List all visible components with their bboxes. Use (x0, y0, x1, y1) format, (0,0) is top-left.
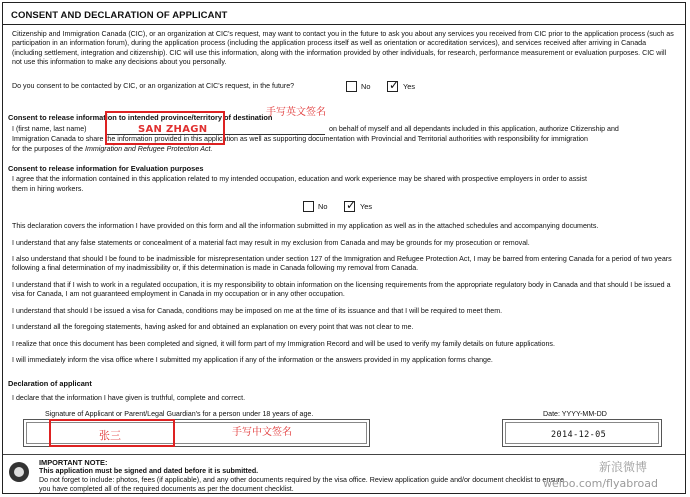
evaluation-line2: them in hiring workers. (12, 185, 84, 193)
signature-label: Signature of Applicant or Parent/Legal Guardian's for a person under 18 years of age. (45, 410, 314, 418)
note-line1: This application must be signed and dated before it is submitted. (39, 467, 259, 475)
note-line2: Do not forget to include: photos, fees (if applicable), and any other documents required by the visa office. Review application guide and/or document checklist to ensure (39, 476, 565, 484)
contact-no-label: No (361, 82, 371, 91)
statement-understand: I understand all the foregoing statements, having asked for and obtained an explanation on every point that was not clear to me. (12, 323, 414, 331)
english-signature-value: SAN ZHAGN (138, 124, 208, 135)
destination-line3: for the purposes of the Immigration and Refugee Protection Act. (12, 145, 213, 153)
statement-record: I realize that once this document has been completed and signed, it will form part of my Immigration Record and will be used to verify my family details on future applications. (12, 340, 555, 348)
evaluation-yes-checkbox[interactable] (344, 198, 357, 212)
date-value: 2014-12-05 (551, 430, 607, 440)
statement-inform: I will immediately inform the visa office where I submitted my application if any of the information or the answers provided in my application forms change. (12, 356, 493, 364)
note-title: IMPORTANT NOTE: (39, 458, 108, 467)
checkmark-icon: ✓ (346, 198, 357, 212)
divider (3, 454, 685, 455)
english-signature-annotation: 手写英文签名 (266, 107, 326, 118)
consent-declaration-form (2, 2, 686, 494)
contact-yes-checkbox[interactable] (387, 78, 400, 92)
statement-conditions: I understand that should I be issued a visa for Canada, conditions may be imposed on me at the time of its issuance and that I will be required to meet them. (12, 307, 503, 315)
watermark-url: weibo.com/flyabroad (543, 477, 658, 490)
contact-no-checkbox[interactable] (346, 81, 357, 92)
evaluation-no-label: No (318, 202, 328, 211)
divider (3, 24, 685, 25)
chinese-signature-annotation: 手写中文签名 (232, 427, 292, 438)
contact-yes-label: Yes (403, 82, 416, 91)
declaration-text: I declare that the information I have given is truthful, complete and correct. (12, 394, 246, 402)
release-evaluation-heading: Consent to release information for Evaluation purposes (8, 164, 204, 173)
destination-line2: Immigration Canada to share the information provided in this application as well as supporting documentation with Provincial and Territorial authorities with responsibility for immigration (12, 135, 588, 143)
warning-icon (9, 462, 29, 482)
date-label: Date: YYYY-MM-DD (543, 410, 607, 418)
evaluation-line1: I agree that the information contained in this application related to my intended occupation, education and work experience may be shared with prospective employers in order to assist (12, 175, 587, 183)
watermark-weibo: 新浪微博 (599, 460, 648, 474)
declaration-heading: Declaration of applicant (8, 379, 92, 388)
statement-regulated-occupation: I understand that if I wish to work in a regulated occupation, it is my responsibility to obtain information on the licensing requirements from the appropriate regulatory body in Canada and that should I be issued a visa for Canada, I am not guaranteed employment in Canada in my occupation or in any other occupation. (12, 281, 671, 299)
name-label: I (first name, last name) (12, 125, 87, 133)
note-line3: you have completed all of the required documents as per the document checklist. (39, 485, 294, 493)
statement-false-statements: I understand that any false statements or concealment of a material fact may result in my exclusion from Canada and may be grounds for my prosecution or removal. (12, 239, 530, 247)
statement-inadmissible: I also understand that should I be found to be inadmissible for misrepresentation under section 127 of the Immigration and Refugee Protection Act, I may be barred from entering Canada for a period of two years following a final determination of my inadmissibility or, if this determination is made in Canada following my removal from Canada. (12, 255, 672, 273)
form-title: CONSENT AND DECLARATION OF APPLICANT (11, 10, 228, 21)
intro-paragraph: Citizenship and Immigration Canada (CIC), or an organization at CIC's request, may want to contact you in the future to ask you about any services you received from CIC prior to the application process (such as participation in an information forum), during the application process (including the application process itself as well as orientation or accreditation services), and services received after arriving in Canada (including settlement, integration and citizenship). CIC will use this information, along with the information provided by other individuals, for research, performance measurement or evaluation purposes. CIC will not use this information to make any decisions about you personally. (12, 30, 674, 67)
destination-line1: on behalf of myself and all dependants included in this application, authorize Citizenship and (329, 125, 619, 133)
contact-question: Do you consent to be contacted by CIC, or an organization at CIC's request, in the future? (12, 82, 295, 90)
evaluation-no-checkbox[interactable] (303, 201, 314, 212)
statement-coverage: This declaration covers the information I have provided on this form and all the information submitted in my application as well as in the attached schedules and accompanying documents. (12, 222, 599, 230)
checkmark-icon: ✓ (389, 78, 400, 92)
evaluation-yes-label: Yes (360, 202, 373, 211)
release-destination-heading: Consent to release information to intended province/territory of destination (8, 113, 273, 122)
chinese-signature-value: 张三 (99, 429, 121, 442)
